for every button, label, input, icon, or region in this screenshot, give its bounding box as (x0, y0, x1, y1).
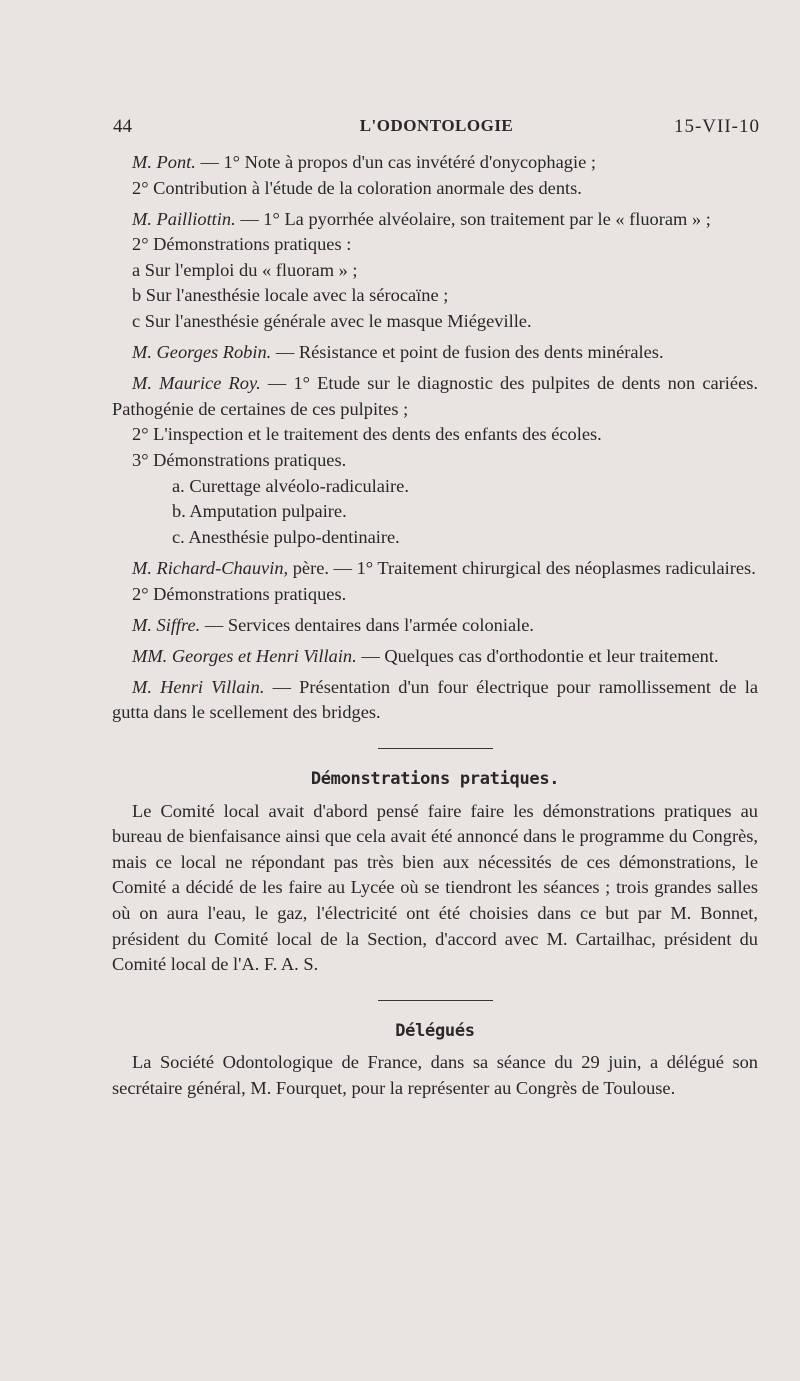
entry-roy: M. Maurice Roy. — 1° Etude sur le diagnostic des pulpites de dents non cariées. Pathogénie de certaines de ces pulpites ; (112, 373, 758, 419)
author-name: M. Richard-Chauvin, (132, 557, 289, 578)
entry-line: 2° Contribution à l'étude de la coloration anormale des dents. (132, 177, 582, 198)
entry-line: a Sur l'emploi du « fluoram » ; (132, 259, 358, 280)
page-body (112, 150, 758, 1102)
entry-richard-chauvin: M. Richard-Chauvin, père. — 1° Traitement chirurgical des néoplasmes radiculaires. (132, 557, 756, 578)
author-name: M. Pont. (132, 152, 196, 172)
entry-line: b Sur l'anesthésie locale avec la sérocaïne ; (132, 285, 449, 306)
author-name: MM. Georges et Henri Villain. (132, 645, 357, 666)
section-title-demonstrations: Démonstrations pratiques. (310, 768, 560, 789)
entry-henri-villain: M. Henri Villain. — Présentation d'un four électrique pour ramollissement de la gutta dans le scellement des bridges. (112, 676, 758, 723)
section-title-delegues: Délégués (395, 1020, 475, 1041)
page-number: 44 (113, 116, 132, 137)
author-name: M. Maurice Roy. (132, 373, 261, 394)
section-divider (378, 1000, 493, 1001)
entry-line: c Sur l'anesthésie générale avec le masque Miégeville. (132, 311, 532, 332)
entry-pont: M. Pont. — 1° Note à propos d'un cas invétéré d'onycophagie ; (132, 152, 596, 172)
journal-title: L'ODONTOLOGIE (359, 116, 514, 135)
section-text-demonstrations: Le Comité local avait d'abord pensé faire faire les démonstrations pratiques au bureau de bienfaisance ainsi que cela avait été annoncé dans le programme du Congrès, mais ce local ne répondant pas très bien aux nécessités de ces démonstrations, le Comité a décidé de les faire au Lycée où se tiendront les séances ; trois grandes salles où on aura l'eau, le gaz, l'électricité ont été choisies dans ce but par M. Bonnet, président du Comité local de la Section, d'accord avec M. Cartailhac, président du Comité local de l'A. F. A. S. (112, 800, 758, 975)
entry-robin: M. Georges Robin. — Résistance et point de fusion des dents minérales. (132, 342, 664, 363)
entry-pailliottin: M. Pailliottin. — 1° La pyorrhée alvéolaire, son traitement par le « fluoram » ; (132, 208, 711, 229)
author-name: M. Siffre. (132, 614, 201, 635)
entry-line: 3° Démonstrations pratiques. (132, 450, 347, 471)
section-divider (378, 748, 493, 749)
entry-line: 2° L'inspection et le traitement des dents des enfants des écoles. (132, 424, 602, 445)
author-name: M. Pailliottin. (132, 208, 236, 229)
entry-line: a. Curettage alvéolo-radiculaire. (172, 475, 409, 496)
entry-line: 2° Démonstrations pratiques : (132, 234, 352, 255)
entry-villain-brothers: MM. Georges et Henri Villain. — Quelques cas d'orthodontie et leur traitement. (132, 645, 719, 666)
running-header (113, 116, 760, 144)
entry-line: 2° Démonstrations pratiques. (132, 583, 347, 604)
entry-line: b. Amputation pulpaire. (172, 501, 347, 522)
section-text-delegues: La Société Odontologique de France, dans sa séance du 29 juin, a délégué son secrétaire général, M. Fourquet, pour la représenter au Congrès de Toulouse. (112, 1052, 758, 1098)
author-name: M. Georges Robin. (132, 342, 272, 363)
entry-siffre: M. Siffre. — Services dentaires dans l'armée coloniale. (132, 614, 535, 635)
entry-line: c. Anesthésie pulpo-dentinaire. (172, 526, 400, 547)
issue-date: 15-VII-10 (673, 116, 760, 137)
author-name: M. Henri Villain. (132, 676, 265, 697)
